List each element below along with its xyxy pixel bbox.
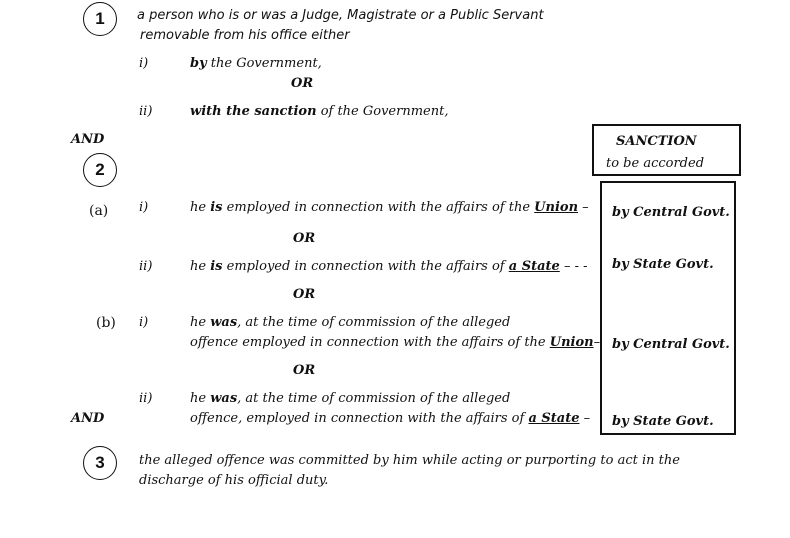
item2-or-3: OR xyxy=(293,363,316,378)
item3-line1: the alleged offence was committed by him while acting or purporting to act in the xyxy=(139,453,680,468)
item1-line1: a person who is or was a Judge, Magistrate or a Public Servant xyxy=(137,8,544,23)
item2-b-i-line1: he was, at the time of commission of the alleged xyxy=(190,315,511,330)
item3-line2: discharge of his official duty. xyxy=(139,473,329,488)
authority-state-1: by State Govt. xyxy=(612,257,714,272)
sanction-title: SANCTION xyxy=(616,134,697,149)
item2-or-1: OR xyxy=(293,231,316,246)
sanction-authority-box xyxy=(600,181,736,435)
item2-b-i-line2: offence employed in connection with the affairs of the Union– xyxy=(190,335,601,350)
sanction-header-box xyxy=(592,124,741,176)
item-number-1: 1 xyxy=(83,2,117,36)
item2-a-i-marker: i) xyxy=(139,200,149,215)
authority-central-2: by Central Govt. xyxy=(612,337,730,352)
item1-i-marker: i) xyxy=(139,56,149,71)
item2-a-i-text: he is employed in connection with the affairs of the Union – xyxy=(190,200,589,215)
item2-a-ii-marker: ii) xyxy=(139,259,153,274)
and-connector-1: AND xyxy=(71,132,105,147)
item2-b-i-marker: i) xyxy=(139,315,149,330)
item2-or-2: OR xyxy=(293,287,316,302)
sanction-subtitle: to be accorded xyxy=(606,156,705,171)
item1-i-text: by the Government, xyxy=(190,56,322,71)
item2-b-ii-marker: ii) xyxy=(139,391,153,406)
item1-ii-marker: ii) xyxy=(139,104,153,119)
item2-b-ii-line1: he was, at the time of commission of the alleged xyxy=(190,391,511,406)
and-connector-2: AND xyxy=(71,411,105,426)
authority-state-2: by State Govt. xyxy=(612,414,714,429)
item1-line2: removable from his office either xyxy=(140,28,350,43)
item-number-2: 2 xyxy=(83,153,117,187)
item2-b-marker: (b) xyxy=(96,315,116,331)
item-number-3: 3 xyxy=(83,446,117,480)
item2-a-marker: (a) xyxy=(89,203,109,219)
item1-ii-text: with the sanction of the Government, xyxy=(190,104,449,119)
item1-or: OR xyxy=(291,76,314,91)
item2-a-ii-text: he is employed in connection with the affairs of a State – - - xyxy=(190,259,588,274)
item2-b-ii-line2: offence, employed in connection with the affairs of a State – xyxy=(190,411,591,426)
authority-central-1: by Central Govt. xyxy=(612,205,730,220)
